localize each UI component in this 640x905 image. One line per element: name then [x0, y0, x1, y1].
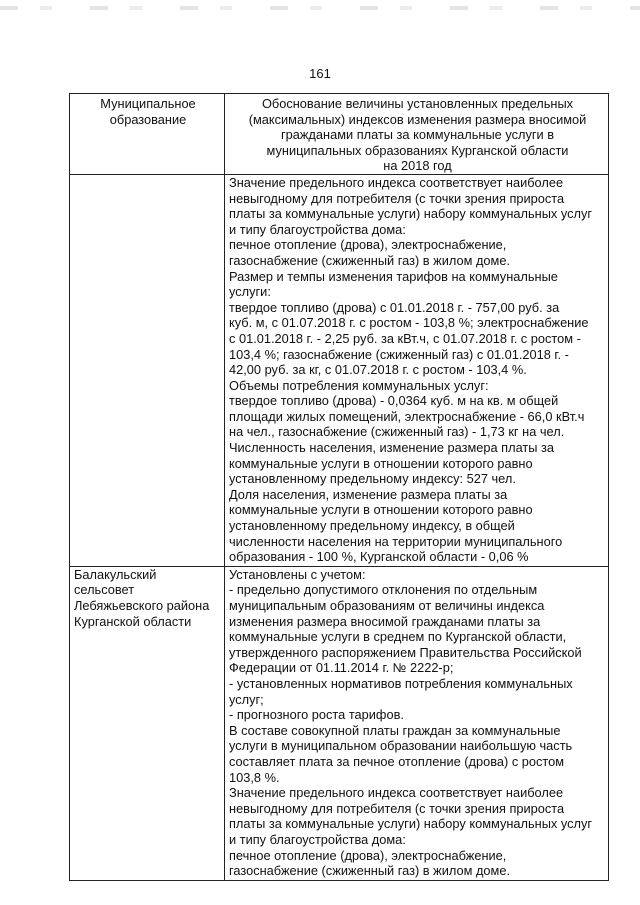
justification-line: 103,4 %; газоснабжение (сжиженный газ) с 01.01.2018 г. - [229, 346, 569, 362]
page-number: 161 [309, 66, 331, 81]
justification-line: изменения размера вносимой гражданами платы за [229, 613, 541, 629]
scan-artifact [0, 6, 640, 10]
header-line: Обоснование величины установленных предельных [261, 96, 574, 111]
justification-line: установленному предельному индексу, в общей [229, 518, 515, 534]
justification-line: твердое топливо (дрова) с 01.01.2018 г. - 757,00 руб. за [229, 299, 560, 315]
justification-line: твердое топливо (дрова) - 0,0364 куб. м на кв. м общей [229, 393, 559, 409]
justification-line: печное отопление (дрова), электроснабжение, [229, 237, 507, 253]
justification-line: - прогнозного роста тарифов. [229, 707, 404, 723]
justification-cell [225, 174, 609, 566]
justification-line: платы за коммунальные услуги) набору коммунальных услуг [229, 206, 593, 222]
justification-line: невыгодному для потребителя (с точки зрения прироста [229, 190, 565, 206]
justification-line: с 01.01.2018 г. - 2,25 руб. за кВт.ч, с 01.07.2018 г. с ростом - [229, 330, 581, 346]
header-line: гражданами платы за коммунальные услуги в [280, 127, 555, 143]
justification-line: невыгодному для потребителя (с точки зрения прироста [229, 800, 565, 816]
table-row [70, 174, 609, 566]
justification-line: - установленных нормативов потребления коммунальных [229, 675, 573, 691]
justification-line: утвержденного распоряжением Правительства Российской [229, 644, 582, 660]
header-line: муниципальных образованиях Курганской области [266, 142, 569, 158]
justification-line: газоснабжение (сжиженный газ) в жилом доме. [229, 252, 511, 268]
justification-line: составляет плата за печное отопление (дрова) с ростом [229, 753, 565, 769]
justification-line: Установлены с учетом: [229, 566, 366, 582]
justification-line: услуг; [229, 691, 264, 707]
justification-line: Объемы потребления коммунальных услуг: [229, 377, 489, 393]
header-line: (максимальных) индексов изменения размера вносимой [248, 111, 587, 127]
municipality-cell [70, 566, 225, 880]
header-justification [225, 94, 609, 175]
justification-line: и типу благоустройства дома: [229, 831, 406, 847]
justification-line: печное отопление (дрова), электроснабжение, [229, 847, 507, 863]
justification-line: куб. м, с 01.07.2018 г. с ростом - 103,8 %; электроснабжение [229, 315, 589, 331]
justification-line: установленному предельному индексу: 527 чел. [229, 471, 516, 487]
municipality-line: Лебяжьевского района [74, 598, 210, 613]
justification-line: Доля населения, изменение размера платы за [229, 486, 508, 502]
municipality-line: Балакульский [74, 566, 157, 582]
justification-line: образования - 100 %, Курганской области - 0,06 % [229, 549, 529, 565]
justification-line: платы за коммунальные услуги) набору коммунальных услуг [229, 816, 593, 832]
justification-line: Значение предельного индекса соответствует наиболее [229, 785, 564, 801]
justification-line: муниципальным образованиям от величины индекса [229, 598, 545, 613]
header-line: на 2018 год [383, 158, 452, 174]
tariff-index-table [69, 93, 609, 881]
header-line: Муниципальное [100, 96, 196, 111]
justification-line: - предельно допустимого отклонения по отдельным [229, 582, 538, 598]
justification-line: Численность населения, изменение размера платы за [229, 440, 555, 456]
header-line: образование [109, 111, 187, 127]
justification-line: Размер и темпы изменения тарифов на коммунальные [229, 268, 558, 284]
justification-line: газоснабжение (сжиженный газ) в жилом доме. [229, 863, 511, 879]
justification-line: Значение предельного индекса соответствует наиболее [229, 174, 564, 190]
justification-line: Федерации от 01.11.2014 г. № 2222-р; [229, 660, 454, 676]
header-municipality [70, 94, 225, 175]
justification-line: на чел., газоснабжение (сжиженный газ) - 1,73 кг на чел. [229, 424, 565, 440]
justification-line: 103,8 %. [229, 769, 280, 785]
table-row [70, 566, 609, 880]
justification-line: услуги: [229, 284, 271, 300]
municipality-cell [70, 174, 225, 566]
justification-line: коммунальные услуги в отношении которого равно [229, 502, 533, 518]
justification-line: В составе совокупной платы граждан за коммунальные [229, 722, 561, 738]
justification-line: площади жилых помещений, электроснабжение - 66,0 кВт.ч [229, 408, 585, 424]
municipality-line: Курганской области [74, 613, 192, 629]
justification-cell [225, 566, 609, 880]
justification-line: услуги в муниципальном образовании наибольшую часть [229, 738, 573, 754]
justification-line: численности населения на территории муниципального [229, 533, 563, 549]
justification-line: коммунальные услуги в среднем по Курганской области, [229, 629, 567, 645]
justification-line: и типу благоустройства дома: [229, 221, 406, 237]
municipality-line: сельсовет [74, 582, 135, 598]
justification-line: 42,00 руб. за кг, с 01.07.2018 г. с ростом - 103,4 %. [229, 362, 527, 378]
table-header-row [70, 94, 609, 175]
justification-line: коммунальные услуги в отношении которого равно [229, 455, 533, 471]
